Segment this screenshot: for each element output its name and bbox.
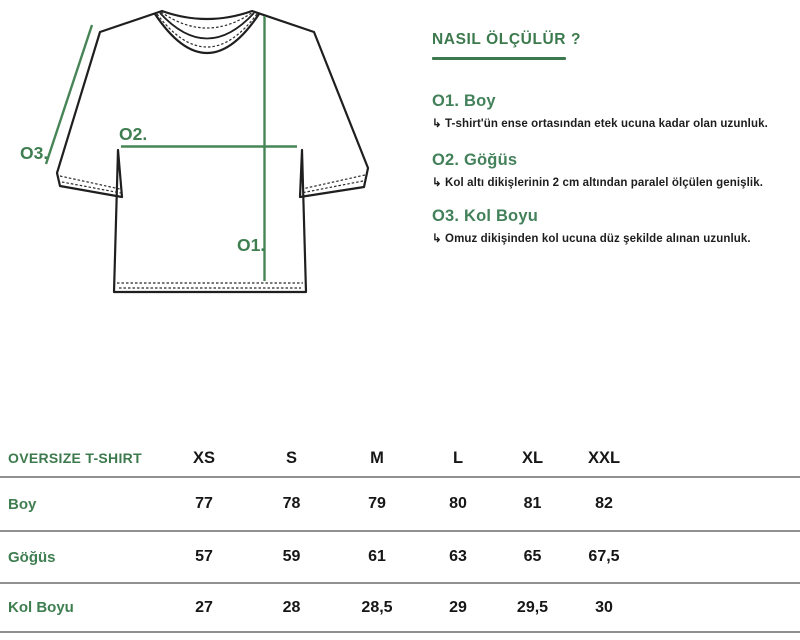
measure-label-o1: O1. bbox=[237, 235, 266, 255]
tshirt-illustration bbox=[0, 0, 420, 315]
value-cell: 77 bbox=[195, 495, 213, 512]
size-header-xl: XL bbox=[521, 448, 544, 467]
size-header-xs: XS bbox=[192, 448, 215, 467]
measure-guide bbox=[432, 30, 792, 246]
value-cell: 28,5 bbox=[361, 598, 393, 616]
size-table-header-row bbox=[0, 440, 800, 478]
value-cell: 28 bbox=[282, 598, 301, 616]
guide-title: NASIL ÖLÇÜLÜR ? bbox=[432, 31, 582, 48]
value-cell: 65 bbox=[523, 548, 542, 565]
guide-section-heading: O1. Boy bbox=[432, 92, 496, 110]
measure-label-o3: O3. bbox=[20, 143, 49, 163]
value-cell: 67,5 bbox=[588, 548, 620, 565]
row-label: Boy bbox=[8, 495, 37, 513]
guide-section-gogus bbox=[432, 152, 792, 190]
size-header-xxl: XXL bbox=[587, 448, 621, 467]
size-header-s: S bbox=[285, 448, 297, 467]
value-cell: 30 bbox=[595, 598, 613, 616]
value-cell: 27 bbox=[195, 598, 213, 616]
value-cell: 61 bbox=[368, 548, 386, 565]
guide-section-boy bbox=[432, 93, 792, 131]
value-cell: 79 bbox=[368, 495, 386, 512]
guide-section-description: ↳ Omuz dikişinden kol ucuna düz şekilde alınan uzunluk. bbox=[432, 233, 751, 245]
row-label: Kol Boyu bbox=[8, 599, 74, 616]
value-cell: 63 bbox=[449, 548, 467, 565]
value-cell: 59 bbox=[282, 548, 301, 565]
guide-section-description: ↳ T-shirt'ün ense ortasından etek ucuna kadar olan uzunluk. bbox=[432, 118, 768, 130]
guide-section-heading: O3. Kol Boyu bbox=[432, 207, 538, 225]
title-underline bbox=[432, 57, 566, 60]
value-cell: 78 bbox=[282, 495, 301, 512]
size-table bbox=[0, 440, 800, 633]
row-label: Göğüs bbox=[8, 548, 56, 566]
size-header-l: L bbox=[452, 448, 464, 467]
size-header-m: M bbox=[370, 448, 384, 467]
table-row-gogus bbox=[0, 532, 800, 584]
value-cell: 29,5 bbox=[516, 598, 549, 616]
value-cell: 57 bbox=[195, 548, 213, 565]
value-cell: 81 bbox=[523, 495, 542, 512]
measure-label-o2: O2. bbox=[119, 124, 148, 144]
table-row-kol-boyu bbox=[0, 584, 800, 633]
guide-section-kol-boyu bbox=[432, 208, 792, 246]
guide-section-description: ↳ Kol altı dikişlerinin 2 cm altından paralel ölçülen genişlik. bbox=[432, 177, 763, 189]
value-cell: 29 bbox=[449, 598, 467, 616]
table-row-boy bbox=[0, 478, 800, 532]
value-cell: 82 bbox=[595, 495, 613, 512]
value-cell: 80 bbox=[449, 495, 467, 512]
product-label: OVERSIZE T-SHIRT bbox=[8, 450, 142, 466]
tshirt-diagram bbox=[0, 0, 420, 315]
guide-section-heading: O2. Göğüs bbox=[432, 151, 518, 169]
